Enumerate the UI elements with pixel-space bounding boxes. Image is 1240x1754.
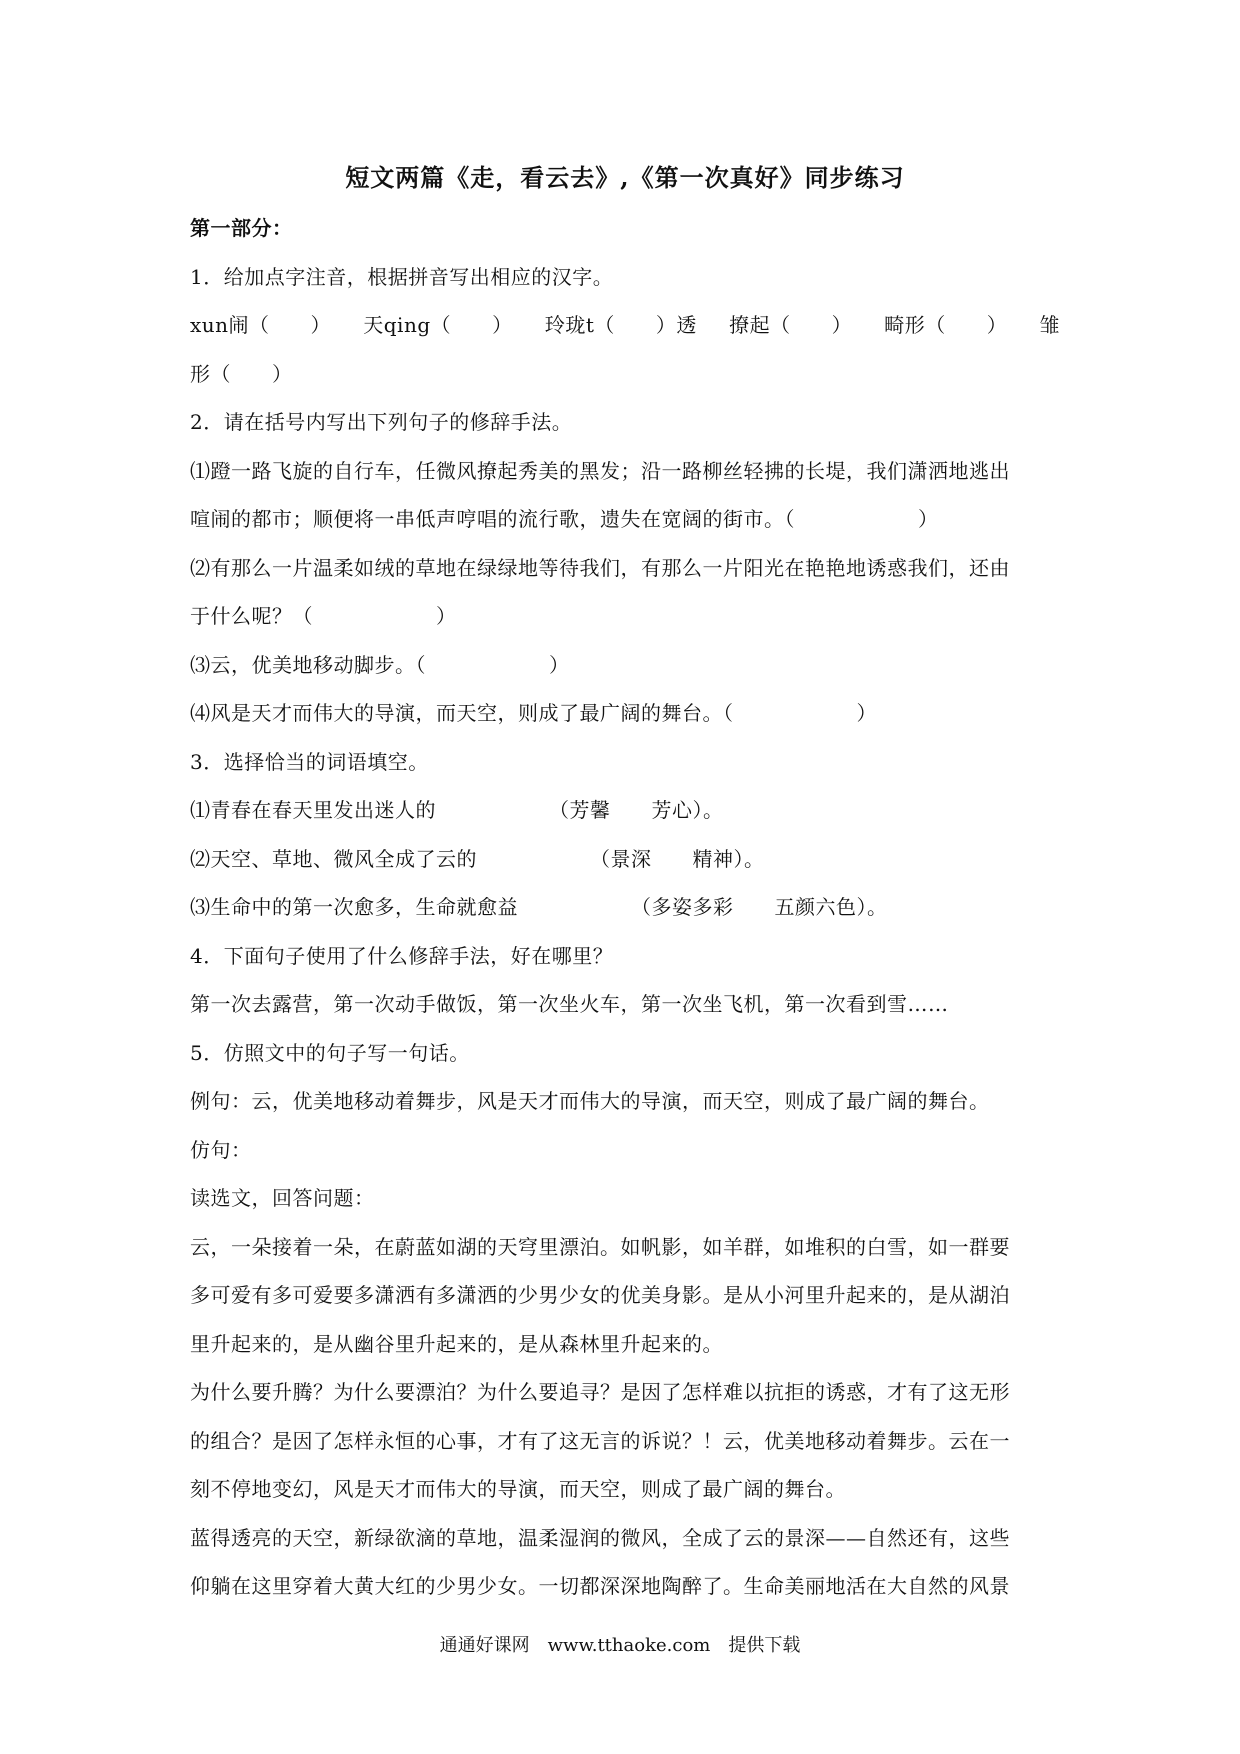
- q1-item: 玲珑t（ ）透: [544, 313, 697, 337]
- reading-line: 蓝得透亮的天空，新绿欲滴的草地，温柔湿润的微风，全成了云的景深——自然还有，这些: [190, 1525, 1010, 1550]
- q1-item: 雏: [1039, 313, 1060, 337]
- q1-item: xun闹（ ）: [190, 313, 332, 337]
- q3-sentence-3: ⑶生命中的第一次愈多，生命就愈益 （多姿多彩 五颜六色）。: [190, 895, 888, 919]
- page-footer: 通通好课网 www.tthaoke.com 提供下载: [439, 1635, 801, 1656]
- q1-stem: 1．给加点字注音，根据拼音写出相应的汉字。: [190, 264, 614, 289]
- q2-sentence-4: ⑷风是天才而伟大的导演，而天空，则成了最广阔的舞台。（ ）: [190, 701, 877, 725]
- q1-wrap-item: 形（ ）: [190, 361, 293, 386]
- q5-imitate: 仿句：: [190, 1137, 252, 1162]
- reading-line: 多可爱有多可爱要多潇洒有多潇洒的少男少女的优美身影。是从小河里升起来的，是从湖泊: [190, 1283, 1010, 1307]
- q1-item: 天qing（ ）: [363, 313, 513, 337]
- q3-sentence-2: ⑵天空、草地、微风全成了云的 （景深 精神）。: [190, 846, 765, 871]
- q2-sentence-2: ⑵有那么一片温柔如绒的草地在绿绿地等待我们，有那么一片阳光在艳艳地诱惑我们，还由: [190, 555, 1010, 580]
- q5-example: 例句：云，优美地移动着舞步，风是天才而伟大的导演，而天空，则成了最广阔的舞台。: [190, 1089, 990, 1113]
- q4-stem: 4．下面句子使用了什么修辞手法，好在哪里？: [190, 943, 614, 968]
- q1-items: [190, 301, 1060, 350]
- q5-stem: 5．仿照文中的句子写一句话。: [190, 1040, 470, 1065]
- reading-line: 的组合？是因了怎样永恒的心事，才有了这无言的诉说？！云，优美地移动着舞步。云在一: [190, 1428, 1010, 1453]
- q2-sentence-2-cont: 于什么呢？（ ）: [190, 604, 457, 628]
- worksheet-page: [190, 160, 1060, 1611]
- reading-line: 为什么要升腾？为什么要漂泊？为什么要追寻？是因了怎样难以抗拒的诱惑，才有了这无形: [190, 1380, 1010, 1404]
- q4-sentence: 第一次去露营，第一次动手做饭，第一次坐火车，第一次坐飞机，第一次看到雪……: [190, 992, 949, 1016]
- q1-item: 撩起（ ）: [729, 313, 853, 337]
- q3-stem: 3．选择恰当的词语填空。: [190, 749, 429, 774]
- q3-sentence-1: ⑴青春在春天里发出迷人的 （芳馨 芳心）。: [190, 798, 724, 822]
- q2-sentence-1-cont: 喧闹的都市；顺便将一串低声哼唱的流行歌，遗失在宽阔的街市。（ ）: [190, 507, 939, 531]
- reading-line: 仰躺在这里穿着大黄大红的少男少女。一切都深深地陶醉了。生命美丽地活在大自然的风景: [190, 1574, 1010, 1598]
- q2-stem: 2．请在括号内写出下列句子的修辞手法。: [190, 410, 573, 434]
- reading-prompt: 读选文，回答问题：: [190, 1186, 375, 1210]
- part1-heading: 第一部分：: [190, 216, 293, 240]
- worksheet-title: 短文两篇《走，看云去》,《第一次真好》同步练习: [345, 163, 905, 192]
- reading-line: 里升起来的，是从幽谷里升起来的，是从森林里升起来的。: [190, 1331, 723, 1356]
- q2-sentence-1: ⑴蹬一路飞旋的自行车，任微风撩起秀美的黑发；沿一路柳丝轻拂的长堤，我们潇洒地逃出: [190, 458, 1010, 483]
- reading-line: 云，一朵接着一朵，在蔚蓝如湖的天穹里漂泊。如帆影，如羊群，如堆积的白雪，如一群要: [190, 1234, 1010, 1259]
- reading-line: 刻不停地变幻，风是天才而伟大的导演，而天空，则成了最广阔的舞台。: [190, 1477, 846, 1501]
- q2-sentence-3: ⑶云，优美地移动脚步。（ ）: [190, 652, 570, 677]
- q1-item: 畸形（ ）: [884, 313, 1008, 337]
